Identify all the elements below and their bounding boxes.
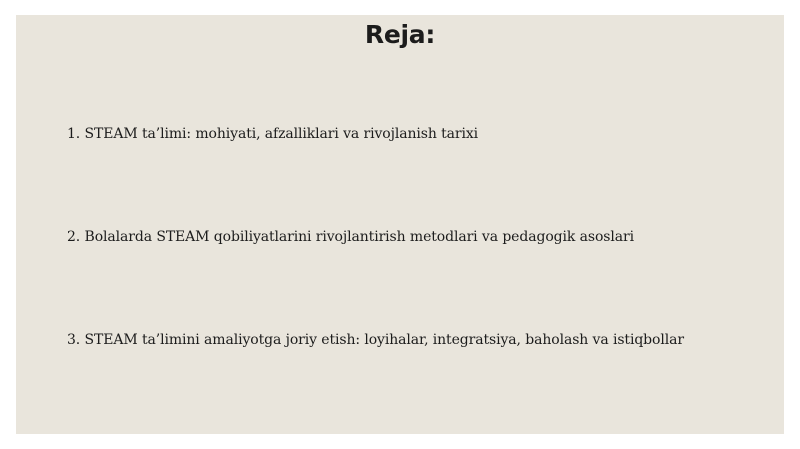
- plan-item-2: 2. Bolalarda STEAM qobiliyatlarini rivojlantirish metodlari va pedagogik asoslari: [67, 229, 634, 245]
- plan-item-3: 3. STEAM ta’limini amaliyotga joriy etish: loyihalar, integratsiya, baholash va istiqbollar: [67, 332, 684, 348]
- slide: [16, 15, 784, 434]
- plan-item-1: 1. STEAM ta’limi: mohiyati, afzalliklari va rivojlanish tarixi: [67, 126, 479, 142]
- slide-title: Reja:: [364, 20, 436, 49]
